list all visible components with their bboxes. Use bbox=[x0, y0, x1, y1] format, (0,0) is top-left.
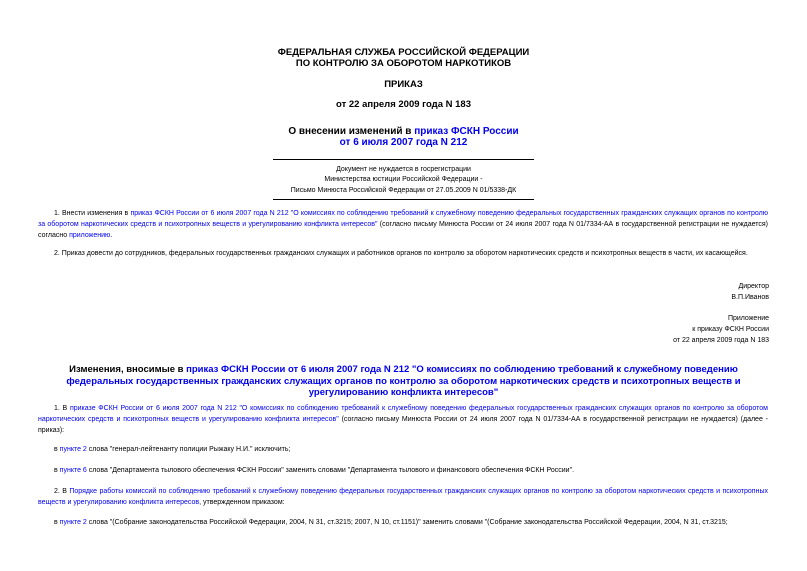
change-2-suffix: , утвержденном приказом: bbox=[199, 499, 285, 506]
change-1a-suffix: слова "генерал-лейтенанту полиции Рыжаку Н.И." исключить; bbox=[86, 446, 291, 453]
change-2a bbox=[38, 517, 768, 528]
paragraph-1-order-link[interactable]: приказ ФСКН России от 6 июля 2007 года N 212 "О комиссиях по соблюдению требований к служебному поведению федеральных государственных гражданских служащих органов по контролю за оборотом наркотических средств и психотропных веществ и урегулированию конфликта интересов" bbox=[38, 210, 768, 228]
appendix-ref-line3: от 22 апреля 2009 года N 183 bbox=[673, 337, 769, 344]
document-title-line2 bbox=[0, 137, 807, 148]
signature-name: В.П.Иванов bbox=[731, 294, 769, 301]
change-1-order-link[interactable]: приказе ФСКН России от 6 июля 2007 года N 212 "О комиссиях по соблюдению требований к служебному поведению федеральных государственных гражданских служащих органов по контролю за оборотом наркотических средств и психотропных веществ и урегулированию конфликта интересов" bbox=[38, 405, 768, 423]
document-date-number: от 22 апреля 2009 года N 183 bbox=[336, 99, 471, 110]
agency-name-line2: ПО КОНТРОЛЮ ЗА ОБОРОТОМ НАРКОТИКОВ bbox=[295, 58, 512, 69]
change-1-suffix: (согласно письму Минюста России от 24 июля 2007 года N 01/7334-АА в государственной регистрации не нуждается) (далее - приказ): bbox=[38, 416, 769, 434]
change-2-procedure-link[interactable]: Порядке работы комиссий по соблюдению требований к служебному поведению федеральных государственных гражданских служащих органов по контролю за оборотом наркотических средств и психотропных веществ и урегулированию конфликта интересов bbox=[38, 488, 768, 506]
signature-position: Директор bbox=[738, 283, 769, 290]
document-title-prefix: О внесении изменений в bbox=[288, 126, 415, 137]
registration-note-line3: Письмо Минюста Российской Федерации от 27.05.2009 N 01/5338-ДК bbox=[290, 187, 517, 194]
changes-title-order-link[interactable]: приказ ФСКН России от 6 июля 2007 года N 212 "О комиссиях по соблюдению требований к служебному поведению федеральных государственных гражданских служащих органов по контролю за оборотом наркотических средств и психотропных веществ и урегулированию конфликта интересов" bbox=[66, 364, 741, 398]
title-order-link[interactable]: приказ ФСКН России bbox=[414, 126, 519, 137]
change-1a bbox=[38, 444, 768, 455]
change-2a-suffix: слова "(Собрание законодательства Российской Федерации, 2004, N 31, ст.3215; 2007, N 10, ст.1151)" заменить словами "(Собрание законодательства Российской Федерации, 2004, N 31, ст.3215; bbox=[86, 519, 728, 526]
change-1-prefix: 1. В bbox=[54, 405, 70, 412]
appendix-link[interactable]: приложению bbox=[69, 232, 111, 239]
title-order-date-link[interactable]: от 6 июля 2007 года N 212 bbox=[339, 137, 468, 148]
agency-name-line1: ФЕДЕРАЛЬНАЯ СЛУЖБА РОССИЙСКОЙ ФЕДЕРАЦИИ bbox=[277, 47, 530, 58]
change-1a-clause-link[interactable]: пункте 2 bbox=[59, 446, 87, 453]
change-2a-prefix: в bbox=[54, 519, 60, 526]
registration-note-line1: Документ не нуждается в госрегистрации bbox=[336, 166, 471, 173]
change-1b bbox=[38, 465, 768, 476]
change-1b-prefix: в bbox=[54, 467, 60, 474]
divider-top bbox=[273, 159, 534, 160]
appendix-ref-line2: к приказу ФСКН России bbox=[692, 326, 769, 333]
paragraph-1-suffix: . bbox=[110, 232, 113, 239]
change-2a-clause-link[interactable]: пункте 2 bbox=[59, 519, 87, 526]
document-title bbox=[0, 126, 807, 137]
changes-title bbox=[40, 364, 767, 399]
paragraph-1-prefix: 1. Внести изменения в bbox=[54, 210, 131, 217]
paragraph-2 bbox=[38, 248, 768, 259]
change-2-prefix: 2. В bbox=[54, 488, 70, 495]
registration-note-line2: Министерства юстиции Российской Федерации - bbox=[324, 176, 483, 183]
change-1b-clause-link[interactable]: пункте 6 bbox=[59, 467, 87, 474]
paragraph-1 bbox=[38, 208, 768, 241]
change-1 bbox=[38, 403, 768, 436]
changes-title-prefix: Изменения, вносимые в bbox=[69, 364, 187, 375]
change-1a-prefix: в bbox=[54, 446, 60, 453]
paragraph-2-text: 2. Приказ довести до сотрудников, федеральных государственных гражданских служащих и работников органов по контролю за оборотом наркотических средств и психотропных веществ в части, их касающейся. bbox=[54, 250, 748, 257]
document-type: ПРИКАЗ bbox=[384, 79, 423, 90]
paragraph-1-middle: (согласно письму Минюста России от 24 июля 2007 года N 01/7334-АА в государственной регистрации не нуждается) согласно bbox=[38, 221, 769, 239]
appendix-ref-line1: Приложение bbox=[727, 315, 769, 322]
divider-bottom bbox=[273, 199, 534, 200]
change-2 bbox=[38, 486, 768, 508]
change-1b-suffix: слова "Департамента тылового обеспечения ФСКН России" заменить словами "Департамента тылового и финансового обеспечения ФСКН России". bbox=[86, 467, 575, 474]
